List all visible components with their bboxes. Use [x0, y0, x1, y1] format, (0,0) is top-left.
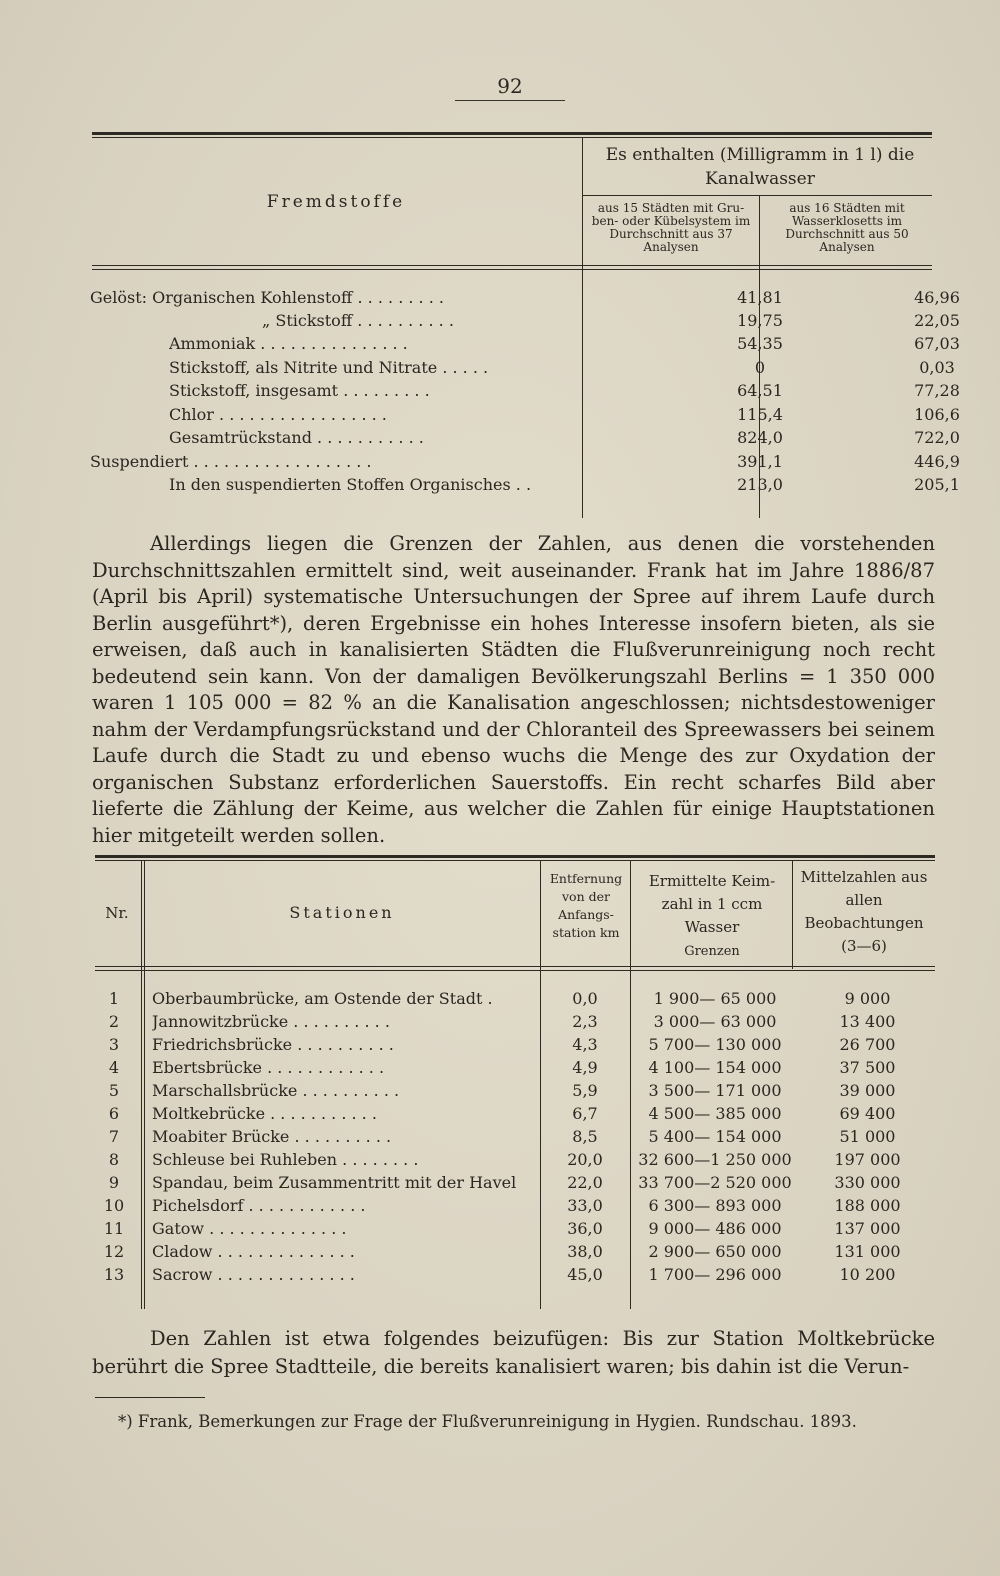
- body-paragraph: Allerdings liegen die Grenzen der Zahlen, aus denen die vorstehenden Durchschnittszahlen ermittelt sind, weit auseinander. Frank hat im Jahre 1886/87 (April bis April) systematische Untersuchungen der Spree auf ihrem Laufe durch Berlin ausgeführt*), deren Ergebnisse ein hohes Interesse insofern bieten, als sie erweisen, daß auch in kanalisierten Städten die Flußverunreinigung noch recht bedeutend sein kann. Von der damaligen Bevölkerungszahl Berlins = 1 350 000 waren 1 105 000 = 82 % an die Kanalisation angeschlossen; nichtsdestoweniger nahm der Verdampfungsrückstand und der Chloranteil des Spreewassers bei seinem Laufe durch die Stadt zu und ebenso wuchs die Menge des zur Oxydation der organischen Substanz erforderlichen Sauerstoffs. Ein recht scharfes Bild aber lieferte die Zählung der Keime, aus welcher die Zahlen für einige Hauptstationen hier mitgeteilt werden sollen.: [92, 532, 935, 847]
- row-station: Gatow . . . . . . . . . . . . . .: [152, 1219, 347, 1238]
- row-nr: 8: [108, 1150, 120, 1169]
- table-row: [95, 1194, 935, 1217]
- table2-head-rule: [95, 966, 935, 967]
- value-klosetts: 722,0: [914, 428, 960, 447]
- row-nr: 2: [108, 1012, 120, 1031]
- row-station: Ebertsbrücke . . . . . . . . . . . .: [152, 1058, 385, 1077]
- row-range: 4 100— 154 000: [648, 1058, 782, 1077]
- row-km: 22,0: [567, 1173, 603, 1192]
- value-klosetts: 67,03: [914, 334, 960, 353]
- value-klosetts: 77,28: [914, 381, 960, 400]
- row-label: Ammoniak . . . . . . . . . . . . . . .: [169, 334, 408, 353]
- value-klosetts: 106,6: [914, 405, 960, 424]
- row-range: 2 900— 650 000: [648, 1242, 782, 1261]
- col-header-fremdstoffe: Fremdstoffe: [266, 192, 406, 212]
- row-mean: 51 000: [839, 1127, 896, 1146]
- row-nr: 12: [103, 1242, 125, 1261]
- col-header-entfernung: Entfernung von der Anfangs-station km: [549, 871, 623, 940]
- row-nr: 11: [103, 1219, 125, 1238]
- row-nr: 4: [108, 1058, 120, 1077]
- value-klosetts: 446,9: [914, 452, 960, 471]
- value-gruben: 0: [754, 358, 766, 377]
- col-header-grenzen: Grenzen: [684, 944, 740, 959]
- page-number-rule: [455, 100, 565, 101]
- table1-row: [90, 473, 960, 497]
- row-range: 6 300— 893 000: [648, 1196, 782, 1215]
- row-mean: 137 000: [834, 1219, 901, 1238]
- value-gruben: 19,75: [737, 311, 783, 330]
- row-range: 3 500— 171 000: [648, 1081, 782, 1100]
- table1-row: [90, 450, 960, 474]
- row-label: Stickstoff, als Nitrite und Nitrate . . . . .: [169, 358, 489, 377]
- value-klosetts: 22,05: [914, 311, 960, 330]
- table1-row: [90, 356, 955, 380]
- value-klosetts: 46,96: [914, 288, 960, 307]
- sub-header-grubensystem: aus 15 Städten mit Gru-ben- oder Kübelsystem im Durchschnitt aus 37 Analysen: [591, 201, 751, 254]
- row-range: 5 400— 154 000: [648, 1127, 782, 1146]
- row-label: Chlor . . . . . . . . . . . . . . . . .: [169, 405, 387, 424]
- table-row: [95, 1079, 935, 1102]
- table2-head-rule-2: [95, 970, 935, 971]
- col-header-nr: Nr.: [105, 904, 129, 922]
- row-km: 8,5: [572, 1127, 598, 1146]
- row-mean: 197 000: [834, 1150, 901, 1169]
- row-range: 4 500— 385 000: [648, 1104, 782, 1123]
- value-gruben: 64,51: [737, 381, 783, 400]
- table1-row: [90, 286, 960, 310]
- row-range: 1 700— 296 000: [648, 1265, 782, 1284]
- table1-row: [90, 379, 960, 403]
- row-km: 33,0: [567, 1196, 603, 1215]
- value-gruben: 213,0: [737, 475, 783, 494]
- row-km: 0,0: [572, 989, 598, 1008]
- value-klosetts: 0,03: [919, 358, 955, 377]
- row-mean: 37 500: [839, 1058, 896, 1077]
- row-km: 5,9: [572, 1081, 598, 1100]
- table-row: [95, 1148, 935, 1171]
- row-mean: 39 000: [839, 1081, 896, 1100]
- value-gruben: 54,35: [737, 334, 783, 353]
- value-gruben: 391,1: [737, 452, 783, 471]
- row-station: Friedrichsbrücke . . . . . . . . . .: [152, 1035, 394, 1054]
- row-mean: 188 000: [834, 1196, 901, 1215]
- row-label: „ Stickstoff . . . . . . . . . .: [262, 311, 454, 330]
- row-km: 38,0: [567, 1242, 603, 1261]
- row-nr: 7: [108, 1127, 120, 1146]
- value-gruben: 115,4: [737, 405, 783, 424]
- table1-top-rule: [92, 132, 932, 135]
- row-mean: 10 200: [839, 1265, 896, 1284]
- row-km: 20,0: [567, 1150, 603, 1169]
- row-station: Sacrow . . . . . . . . . . . . . .: [152, 1265, 355, 1284]
- table-row: [95, 1010, 935, 1033]
- table-row: [95, 1033, 935, 1056]
- row-mean: 13 400: [839, 1012, 896, 1031]
- row-station: Marschallsbrücke . . . . . . . . . .: [152, 1081, 400, 1100]
- table2-top-rule-thin: [95, 860, 935, 861]
- closing-paragraph: Den Zahlen ist etwa folgendes beizufügen: Bis zur Station Moltkebrücke berührt die Spree Stadtteile, die bereits kanalisiert waren; bis dahin ist die Verun-: [92, 1327, 935, 1378]
- row-nr: 3: [108, 1035, 120, 1054]
- col-header-stationen: Stationen: [289, 903, 395, 922]
- table1-row: [90, 426, 960, 450]
- row-km: 4,3: [572, 1035, 598, 1054]
- row-nr: 6: [108, 1104, 120, 1123]
- row-station: Moltkebrücke . . . . . . . . . . .: [152, 1104, 377, 1123]
- table2-vline-mean: [792, 861, 793, 969]
- row-nr: 10: [103, 1196, 125, 1215]
- row-label: Gesamtrückstand . . . . . . . . . . .: [169, 428, 424, 447]
- footnote: *) Frank, Bemerkungen zur Frage der Flußverunreinigung in Hygien. Rundschau. 1893.: [118, 1412, 857, 1431]
- table1-head-rule-2: [92, 269, 932, 270]
- value-gruben: 824,0: [737, 428, 783, 447]
- row-station: Schleuse bei Ruhleben . . . . . . . .: [152, 1150, 419, 1169]
- row-nr: 5: [108, 1081, 120, 1100]
- row-km: 4,9: [572, 1058, 598, 1077]
- row-km: 36,0: [567, 1219, 603, 1238]
- table-row: [95, 1125, 935, 1148]
- row-km: 6,7: [572, 1104, 598, 1123]
- table-row: [95, 1171, 935, 1194]
- col-header-mittelzahlen: Mittelzahlen aus allen Beobachtungen (3—6): [800, 868, 928, 955]
- table1-top-rule-thin: [92, 137, 932, 138]
- table-row: [95, 1263, 935, 1286]
- row-range: 9 000— 486 000: [648, 1219, 782, 1238]
- row-range: 32 600—1 250 000: [638, 1150, 792, 1169]
- table-row: [95, 1217, 935, 1240]
- row-label: Suspendiert . . . . . . . . . . . . . . . . . .: [90, 452, 372, 471]
- value-klosetts: 205,1: [914, 475, 960, 494]
- row-mean: 26 700: [839, 1035, 896, 1054]
- row-label: Stickstoff, insgesamt . . . . . . . . .: [169, 381, 430, 400]
- row-nr: 13: [103, 1265, 125, 1284]
- table-row: [95, 1056, 935, 1079]
- page-number: 92: [497, 74, 523, 98]
- table-row: [95, 1240, 935, 1263]
- table-row: [95, 987, 935, 1010]
- table1-row: [90, 403, 960, 427]
- footnote-rule: [95, 1397, 205, 1398]
- table1-sub-rule: [582, 195, 932, 196]
- table1-head-rule: [92, 265, 932, 266]
- row-label: In den suspendierten Stoffen Organisches . .: [169, 475, 532, 494]
- row-km: 45,0: [567, 1265, 603, 1284]
- row-range: 3 000— 63 000: [653, 1012, 777, 1031]
- row-station: Jannowitzbrücke . . . . . . . . . .: [152, 1012, 390, 1031]
- row-mean: 9 000: [844, 989, 891, 1008]
- table-row: [95, 1102, 935, 1125]
- row-nr: 1: [108, 989, 120, 1008]
- row-range: 33 700—2 520 000: [638, 1173, 792, 1192]
- row-station: Pichelsdorf . . . . . . . . . . . .: [152, 1196, 366, 1215]
- row-station: Moabiter Brücke . . . . . . . . . .: [152, 1127, 392, 1146]
- table1-row: [90, 309, 960, 333]
- row-range: 5 700— 130 000: [648, 1035, 782, 1054]
- group-header-kanalwasser: Es enthalten (Milligramm in 1 l) die Kanalwasser: [605, 145, 915, 189]
- row-range: 1 900— 65 000: [653, 989, 777, 1008]
- row-mean: 69 400: [839, 1104, 896, 1123]
- row-station: Oberbaumbrücke, am Ostende der Stadt .: [152, 989, 493, 1008]
- row-label: Gelöst: Organischen Kohlenstoff . . . . . . . . .: [90, 288, 444, 307]
- sub-header-wasserklosetts: aus 16 Städten mit Wasserklosetts im Durchschnitt aus 50 Analysen: [785, 201, 909, 254]
- row-station: Cladow . . . . . . . . . . . . . .: [152, 1242, 355, 1261]
- row-station: Spandau, beim Zusammentritt mit der Havel: [152, 1173, 517, 1192]
- table2-top-rule: [95, 855, 935, 858]
- value-gruben: 41,81: [737, 288, 783, 307]
- row-nr: 9: [108, 1173, 120, 1192]
- table1-row: [90, 332, 960, 356]
- row-km: 2,3: [572, 1012, 598, 1031]
- row-mean: 330 000: [834, 1173, 901, 1192]
- row-mean: 131 000: [834, 1242, 901, 1261]
- col-header-keimzahl: Ermittelte Keim-zahl in 1 ccm Wasser: [648, 872, 776, 936]
